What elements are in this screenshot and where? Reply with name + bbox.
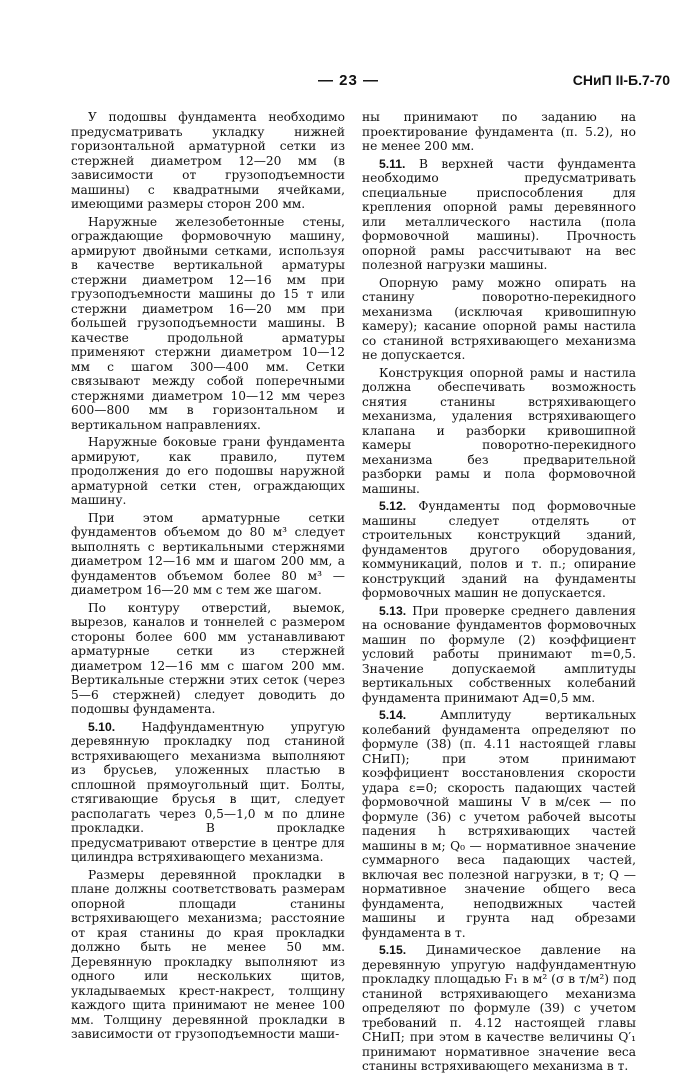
paragraph-text: При проверке среднего давления на основание фундаментов формовочных машин по формуле (2) коэффициент условий работы принимают m=0,5. Значение допускаемой амплитуды вертикальных собственных колебаний фундамента принимают Aд=0,5 мм. <box>362 603 636 705</box>
paragraph <box>71 868 345 1042</box>
paragraph-text: При этом арматурные сетки фундаментов объемом до 80 м³ следует выполнять с вертикальными стержнями диаметром 12—16 мм и шагом 200 мм, а фундаментов объемом более 80 м³ — диаметром 16—20 мм с тем же шагом. <box>71 510 345 597</box>
paragraph <box>362 366 636 497</box>
paragraph-text: Конструкция опорной рамы и настила должна обеспечивать возможность снятия станины встряхивающего механизма, удаления встряхивающего клапана и разборки кривошипной камеры поворотно-перекидного механизма без предварительной разборки рамы и пола формовочной машины. <box>362 365 636 496</box>
paragraph-text: Наружные железобетонные стены, ограждающие формовочную машину, армируют двойными сетками, используя в качестве вертикальной арматуры стержни диаметром 12—16 мм при грузоподъемности машины до 15 т или стержни диаметром 16—20 мм при большей грузоподъемности машины. В качестве продольной арматуры применяют стержни диаметром 10—12 мм с шагом 300—400 мм. Сетки связывают между собой поперечными стержнями диаметром 10—12 мм через 600—800 мм в горизонтальном и вертикальном направлениях. <box>71 214 345 432</box>
section-number: 5.12. <box>379 499 407 513</box>
paragraph-text: Амплитуду вертикальных колебаний фундамента определяют по формуле (38) (п. 4.11 настоящей главы СНиП); при этом принимают коэффициент восстановления скорости удара ε=0; скорость падающих частей формовочной машины V в м/сек — по формуле (36) с учетом рабочей высоты падения h встряхивающих частей машины в м; Q₀ — нормативное значение суммарного веса падающих частей, включая вес полезной нагрузки, в т; Q — нормативное значение общего веса фундамента, неподвижных частей машины и грунта над обрезами фундамента в т. <box>362 708 636 940</box>
paragraph-text: Опорную раму можно опирать на станину поворотно-перекидного механизма (исключая кривошипную камеру); касание опорной рамы настила со станиной встряхивающего механизма не допускается. <box>362 275 636 362</box>
paragraph <box>71 110 345 212</box>
section-number: 5.11. <box>379 156 406 171</box>
section-number: 5.10. <box>88 719 116 734</box>
paragraph-text: По контуру отверстий, выемок, вырезов, каналов и тоннелей с размером стороны более 600 мм устанавливают арматурные сетки из стержней диаметром 12—16 мм с шагом 200 мм. Вертикальные стержни этих сеток (через 5—6 стержней) следует доводить до подошвы фундамента. <box>71 600 345 716</box>
right-column <box>362 110 636 1077</box>
paragraph-text: Фундаменты под формовочные машины следует отделять от строительных конструкций зданий, фундаментов другого оборудования, коммуникаций, полов и т. п.; опирание конструкций зданий на фундаменты формовочных машин не допускается. <box>362 499 636 600</box>
document-code: СНиП II-Б.7-70 <box>572 72 670 88</box>
section-number: 5.13. <box>379 603 407 618</box>
paragraph-text: Надфундаментную упругую деревянную прокладку под станиной встряхивающего механизма выполняют из брусьев, уложенных пластью в сплошной прямоугольный щит. Болты, стягивающие брусья в щит, следует располагать через 0,5—1,0 м по длине прокладки. В прокладке предусматривают отверстие в центре для цилиндра встряхивающего механизма. <box>71 719 345 864</box>
paragraph <box>362 157 636 273</box>
paragraph-text: Размеры деревянной прокладки в плане должны соответствовать размерам опорной площади станины встряхивающего механизма; расстояние от края станины до края прокладки должно быть не менее 50 мм. Деревянную прокладку выполняют из одного или нескольких щитов, укладываемых крест-накрест, толщину каждого щита принимают не менее 100 мм. Толщину деревянной прокладки в зависимости от грузоподъемности маши- <box>71 867 345 1041</box>
left-column <box>71 110 345 1045</box>
paragraph-text: ны принимают по заданию на проектирование фундамента (п. 5.2), но не менее 200 мм. <box>362 110 636 153</box>
paragraph <box>71 601 345 717</box>
page-number: — 23 — <box>318 72 380 89</box>
paragraph-text: В верхней части фундамента необходимо предусматривать специальные приспособления для крепления опорной рамы деревянного или металлического настила (пола формовочной машины). Прочность опорной рамы рассчитывают на вес полезной нагрузки машины. <box>362 156 637 272</box>
paragraph <box>362 276 636 363</box>
paragraph <box>362 943 636 1074</box>
paragraph-text: Наружные боковые грани фундамента армируют, как правило, путем продолжения до его подошвы наружной арматурной сетки стен, ограждающих машину. <box>71 435 345 507</box>
paragraph <box>71 435 345 508</box>
page-header <box>0 72 700 96</box>
paragraph-text: Динамическое давление на деревянную упругую надфундаментную прокладку площадью F₁ в м² (σ в т/м²) под станиной встряхивающего механизма определяют по формуле (39) с учетом требований п. 4.12 настоящей главы СНиП; при этом в качестве величины Q′₁ принимают нормативное значение веса станины встряхивающего механизма в т. <box>362 943 637 1073</box>
paragraph <box>71 511 345 598</box>
paragraph <box>71 720 345 865</box>
paragraph <box>362 499 636 601</box>
paragraph <box>362 604 636 706</box>
section-number: 5.15. <box>379 943 407 957</box>
paragraph <box>71 215 345 433</box>
paragraph <box>362 110 636 154</box>
paragraph <box>362 708 636 940</box>
paragraph-text: У подошвы фундамента необходимо предусматривать укладку нижней горизонтальной арматурной сетки из стержней диаметром 12—20 мм (в зависимости от грузоподъемности машины) с квадратными ячейками, имеющими размеры сторон 200 мм. <box>71 110 345 211</box>
section-number: 5.14. <box>379 708 407 722</box>
